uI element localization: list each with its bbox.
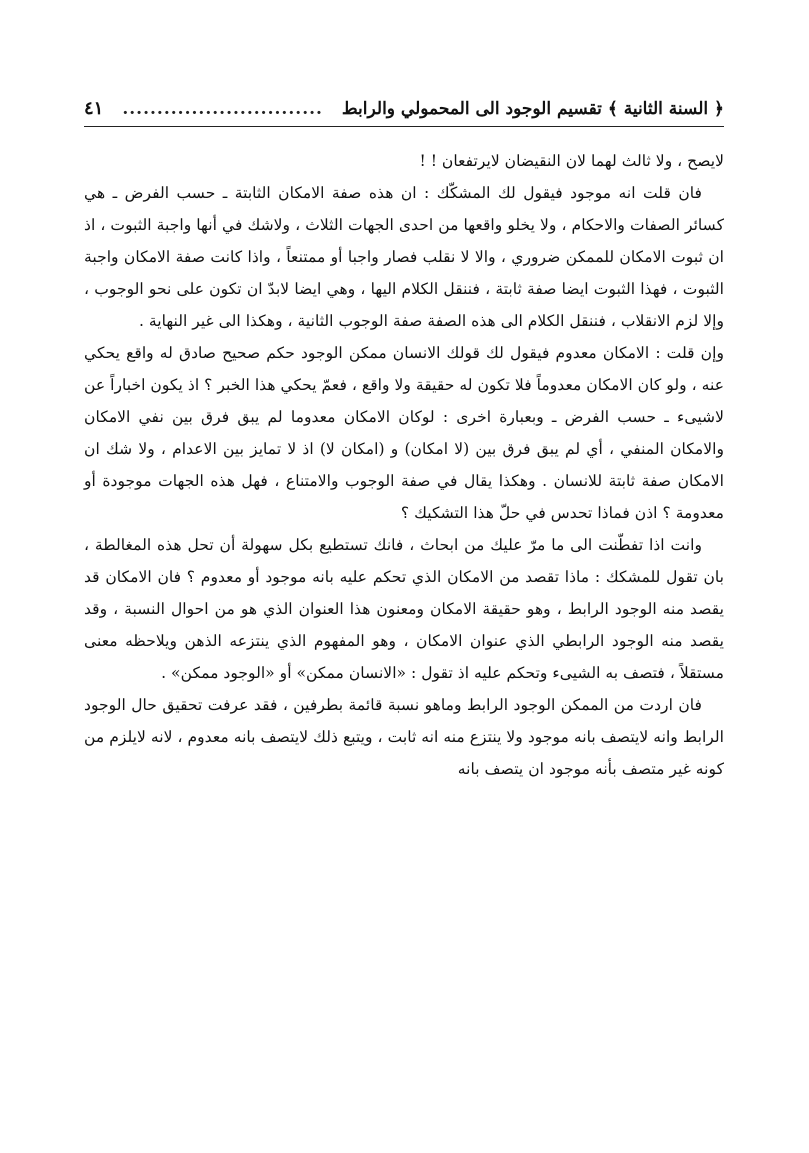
paragraph: وانت اذا تفطّنت الى ما مرّ عليك من ابحاث ، فانك تستطيع بكل سهولة أن تحل هذه المغالطة ، بان تقول للمشكك : ماذا تقصد من الامكان الذي تحكم عليه بانه موجود أو معدوم ؟ فان الامكان قد يقصد منه الوجود الرابط ، وهو حقيقة الامكان ومعنون هذا العنوان الذي هو من احوال النسبة ، وقد يقصد منه الوجود الرابطي الذي عنوان الامكان ، وهو المفهوم الذي ينتزعه الذهن ويلاحظه معنى مستقلاً ، فتصف به الشيىء وتحكم عليه اذ تقول : «الانسان ممكن» أو «الوجود ممكن» .: [84, 536, 724, 682]
running-header: [84, 92, 724, 127]
header-dot-leaders: .............................: [122, 99, 323, 119]
paragraph: فان قلت انه موجود فيقول لك المشكّك : ان هذه صفة الامكان الثابتة ـ حسب الفرض ـ هي كسائر الصفات والاحكام ، ولا يخلو واقعها من احدى الجهات الثلاث ، ولاشك في أنها واجبة الثبوت ، اذ ان ثبوت الامكان للممكن ضروري ، والا لا نقلب فصار واجبا أو ممتنعاً ، واذا كانت صفة الامكان واجبة الثبوت ، فهذا الثبوت ايضا صفة ثابتة ، فننقل الكلام اليها ، وهي ايضا لابدّ ان تكون على نحو الوجوب ، وإلا لزم الانقلاب ، فننقل الكلام الى هذه الصفة صفة الوجوب الثانية ، وهكذا الى غير النهاية .: [84, 184, 724, 330]
paragraph: وإن قلت : الامكان معدوم فيقول لك قولك الانسان ممكن الوجود حكم صحيح صادق له واقع يحكي عنه ، ولو كان الامكان معدوماً فلا تكون له حقيقة ولا واقع ، فعمّ يحكي هذا الخبر ؟ اذ يكون اخباراً عن لاشيىء ـ حسب الفرض ـ وبعبارة اخرى : لوكان الامكان معدوما لم يبق فرق بين نفي الامكان والامكان المنفي ، أي لم يبق فرق بين (لا امكان) و (امكان لا) اذ لا تمايز بين الاعدام ، ولا شك ان الامكان صفة ثابتة للانسان . وهكذا يقال في صفة الوجوب والامتناع ، فهل هذه الجهات موجودة أو معدومة ؟ اذن فماذا تحدس في حلّ هذا التشكيك ؟: [84, 344, 724, 522]
page-number: ٤١: [84, 98, 104, 119]
paragraph: فان اردت من الممكن الوجود الرابط وماهو نسبة قائمة بطرفين ، فقد عرفت تحقيق حال الوجود الرابط وانه لايتصف بانه موجود ولا ينتزع منه انه ثابت ، ويتبع ذلك لايتصف بانه معدوم ، لانه لايلزم من كونه غير متصف بأنه موجود ان يتصف بانه: [84, 696, 724, 778]
paragraph: لايصح ، ولا ثالث لهما لان النقيضان لايرتفعان ! !: [419, 152, 724, 170]
book-page: [84, 92, 724, 1052]
header-title: ﴿ السنة الثانية ﴾ تقسيم الوجود الى المحمولي والرابط: [341, 99, 724, 119]
body-text: [84, 145, 724, 785]
